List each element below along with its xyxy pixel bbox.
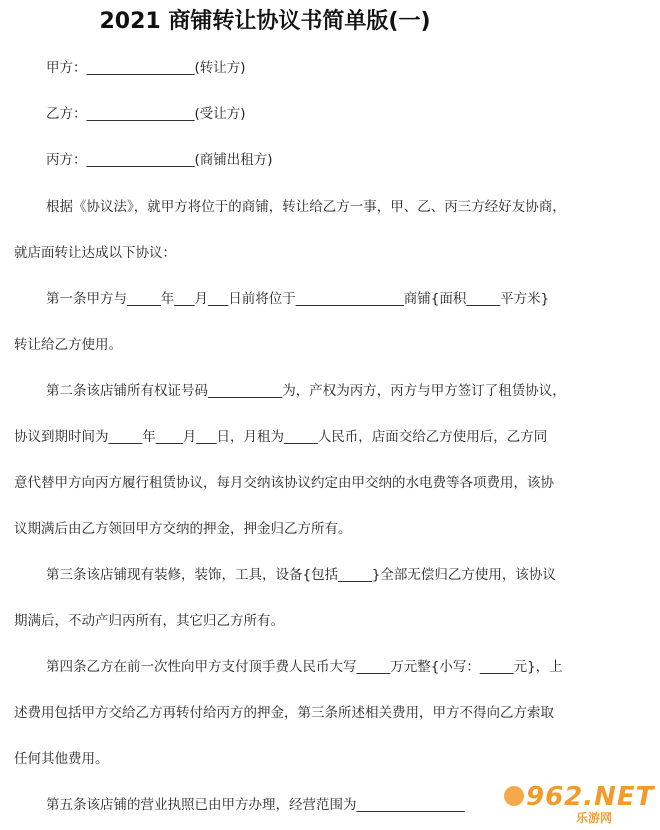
- preamble-line-2: 就店面转让达成以下协议：: [14, 245, 176, 261]
- document-title: 2021 商铺转让协议书简单版(一): [99, 9, 431, 34]
- watermark-sub-text: 乐游网: [576, 811, 613, 825]
- article-3-line-1: 第三条该店铺现有装修，装饰，工具，设备{包括_____}全部无偿归乙方使用，该协议: [46, 567, 556, 583]
- article-3-line-2: 期满后，不动产归丙所有，其它归乙方所有。: [14, 613, 284, 629]
- article-2-line-1: 第二条该店铺所有权证号码___________为，产权为丙方，丙方与甲方签订了租赁协议，: [46, 383, 566, 399]
- article-2-line-2: 协议到期时间为_____年____月___日，月租为_____人民币，店面交给乙方使用后，乙方同: [14, 429, 548, 445]
- article-2-line-4: 议期满后由乙方领回甲方交纳的押金，押金归乙方所有。: [14, 521, 352, 537]
- watermark-main-text: 962.NET: [526, 782, 655, 812]
- party-b-line: 乙方：________________(受让方): [46, 106, 246, 122]
- watermark-logo-icon: [504, 786, 524, 806]
- article-4-line-3: 任何其他费用。: [14, 751, 109, 767]
- party-c-line: 丙方：________________(商铺出租方): [46, 152, 273, 168]
- article-1-line-1: 第一条甲方与_____年___月___日前将位于________________商铺{面积_____平方米}: [46, 291, 550, 307]
- article-2-line-3: 意代替甲方向丙方履行租赁协议，每月交纳该协议约定由甲交纳的水电费等各项费用，该协: [14, 475, 554, 491]
- site-watermark: [504, 782, 654, 826]
- article-1-line-2: 转让给乙方使用。: [14, 337, 122, 353]
- article-4-line-1: 第四条乙方在前一次性向甲方支付顶手费人民币大写_____万元整{小写：_____元}，上: [46, 659, 563, 675]
- article-4-line-2: 述费用包括甲方交给乙方再转付给丙方的押金，第三条所述相关费用，甲方不得向乙方索取: [14, 705, 554, 721]
- preamble-line-1: 根据《协议法》，就甲方将位于的商铺，转让给乙方一事，甲、乙、丙三方经好友协商，: [46, 199, 566, 215]
- article-5-line-1: 第五条该店铺的营业执照已由甲方办理，经营范围为________________: [46, 797, 465, 813]
- party-a-line: 甲方：________________(转让方): [46, 60, 246, 76]
